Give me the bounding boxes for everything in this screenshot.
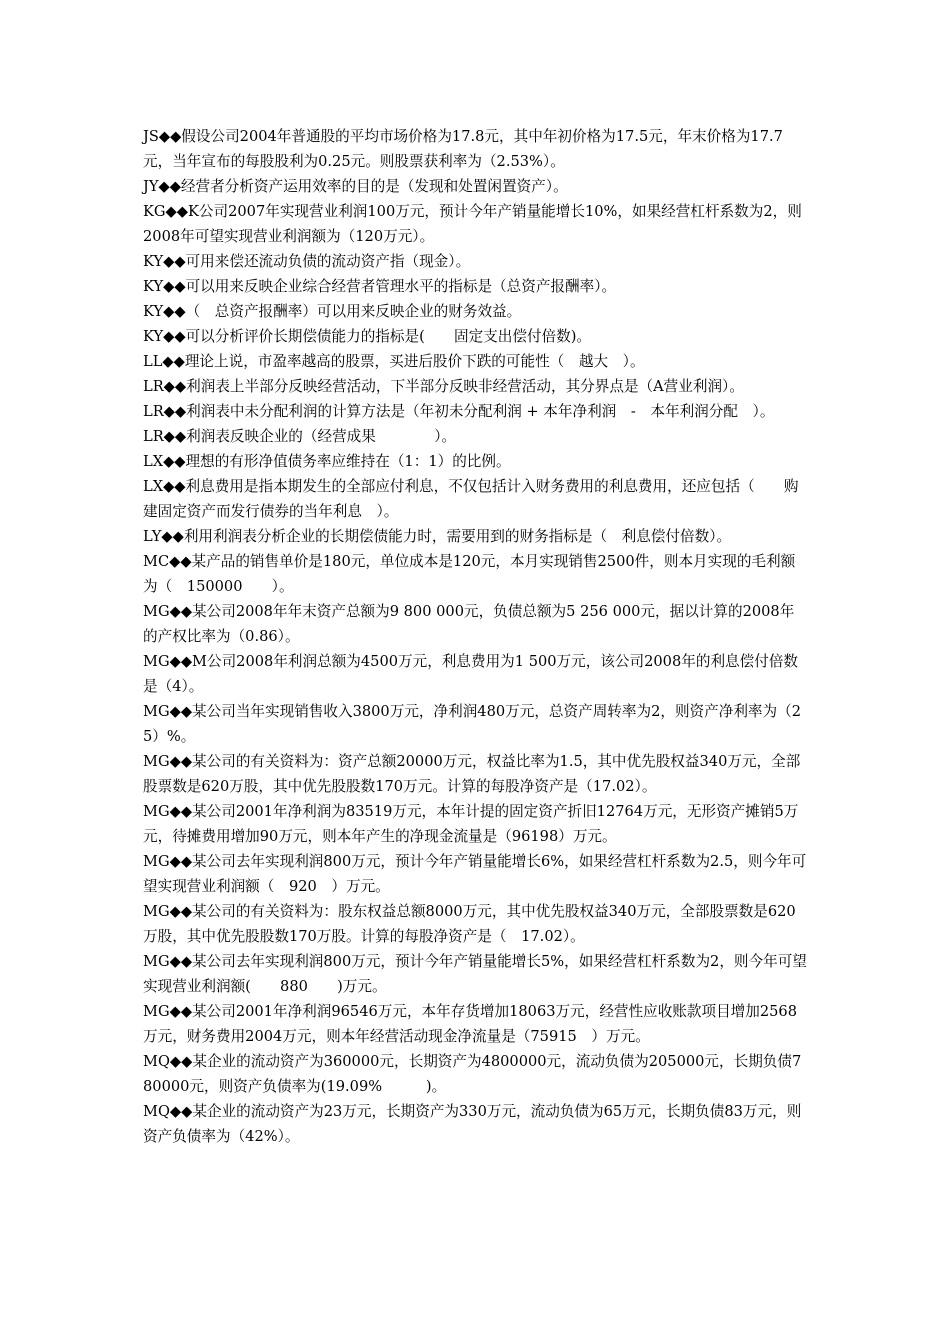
question-item: LR◆◆利润表上半部分反映经营活动，下半部分反映非经营活动，其分界点是（A营业利润）。 (143, 378, 744, 395)
question-item: LY◆◆利用利润表分析企业的长期偿债能力时，需要用到的财务指标是（ 利息偿付倍数）。 (143, 528, 732, 545)
question-item: MG◆◆M公司2008年利润总额为4500万元，利息费用为1 500万元，该公司2008年的利息偿付倍数是（4）。 (143, 653, 799, 695)
question-item: MG◆◆某公司的有关资料为：股东权益总额8000万元，其中优先股权益340万元，全部股票数是620万股，其中优先股股数170万股。计算的每股净资产是（ 17.02）。 (143, 903, 796, 945)
question-item: MG◆◆某公司去年实现利润800万元，预计今年产销量能增长6%，如果经营杠杆系数为2.5，则今年可望实现营业利润额（ 920 ）万元。 (143, 853, 807, 895)
question-item: JS◆◆假设公司2004年普通股的平均市场价格为17.8元，其中年初价格为17.5元，年末价格为17.7元，当年宣布的每股股利为0.25元。则股票获利率为（2.53%）。 (143, 128, 783, 170)
question-item: LR◆◆利润表反映企业的（经营成果 ）。 (143, 428, 457, 445)
question-item: MG◆◆某公司当年实现销售收入3800万元，净利润480万元，总资产周转率为2，则资产净利率为（25）%。 (143, 703, 801, 745)
question-item: LL◆◆理论上说，市盈率越高的股票，买进后股价下跌的可能性（ 越大 ）。 (143, 353, 645, 370)
question-item: LR◆◆利润表中未分配利润的计算方法是（年初未分配利润 + 本年净利润 - 本年利润分配 ）。 (143, 403, 775, 420)
question-item: KY◆◆可用来偿还流动负债的流动资产指（现金）。 (143, 253, 471, 270)
question-item: KY◆◆（ 总资产报酬率）可以用来反映企业的财务效益。 (143, 303, 522, 320)
question-item: MG◆◆某公司去年实现利润800万元，预计今年产销量能增长5%，如果经营杠杆系数为2，则今年可望实现营业利润额( 880 )万元。 (143, 953, 807, 995)
question-item: KG◆◆K公司2007年实现营业利润100万元，预计今年产销量能增长10%，如果经营杠杆系数为2，则2008年可望实现营业利润额为（120万元）。 (143, 203, 802, 245)
question-item: LX◆◆利息费用是指本期发生的全部应付利息，不仅包括计入财务费用的利息费用，还应包括（ 购建固定资产而发行债券的当年利息 ）。 (143, 478, 799, 520)
question-item: MG◆◆某公司2008年年末资产总额为9 800 000元，负债总额为5 256 000元，据以计算的2008年的产权比率为（0.86）。 (143, 603, 795, 645)
question-item: MG◆◆某公司2001年净利润96546万元，本年存货增加18063万元，经营性应收账款项目增加2568万元，财务费用2004万元，则本年经营活动现金净流量是（75915 ）万元。 (143, 1003, 797, 1045)
question-item: MG◆◆某公司2001年净利润为83519万元，本年计提的固定资产折旧12764万元，无形资产摊销5万元，待摊费用增加90万元，则本年产生的净现金流量是（96198）万元。 (143, 803, 799, 845)
question-item: LX◆◆理想的有形净值债务率应维持在（1：1）的比例。 (143, 453, 511, 470)
question-item: MQ◆◆某企业的流动资产为360000元，长期资产为4800000元，流动负债为205000元，长期负债780000元，则资产负债率为(19.09% )。 (143, 1053, 802, 1095)
question-item: KY◆◆可以分析评价长期偿债能力的指标是( 固定支出偿付倍数)。 (143, 328, 592, 345)
question-item: MC◆◆某产品的销售单价是180元，单位成本是120元，本月实现销售2500件，则本月实现的毛利额为（ 150000 ）。 (143, 553, 796, 595)
document-body (143, 124, 808, 1149)
question-item: MG◆◆某公司的有关资料为：资产总额20000万元，权益比率为1.5，其中优先股权益340万元，全部股票数是620万股，其中优先股股数170万元。计算的每股净资产是（17.02）。 (143, 753, 801, 795)
question-item: KY◆◆可以用来反映企业综合经营者管理水平的指标是（总资产报酬率）。 (143, 278, 617, 295)
question-item: JY◆◆经营者分析资产运用效率的目的是（发现和处置闲置资产）。 (143, 178, 568, 195)
question-item: MQ◆◆某企业的流动资产为23万元，长期资产为330万元，流动负债为65万元，长期负债83万元，则资产负债率为（42%）。 (143, 1103, 802, 1145)
